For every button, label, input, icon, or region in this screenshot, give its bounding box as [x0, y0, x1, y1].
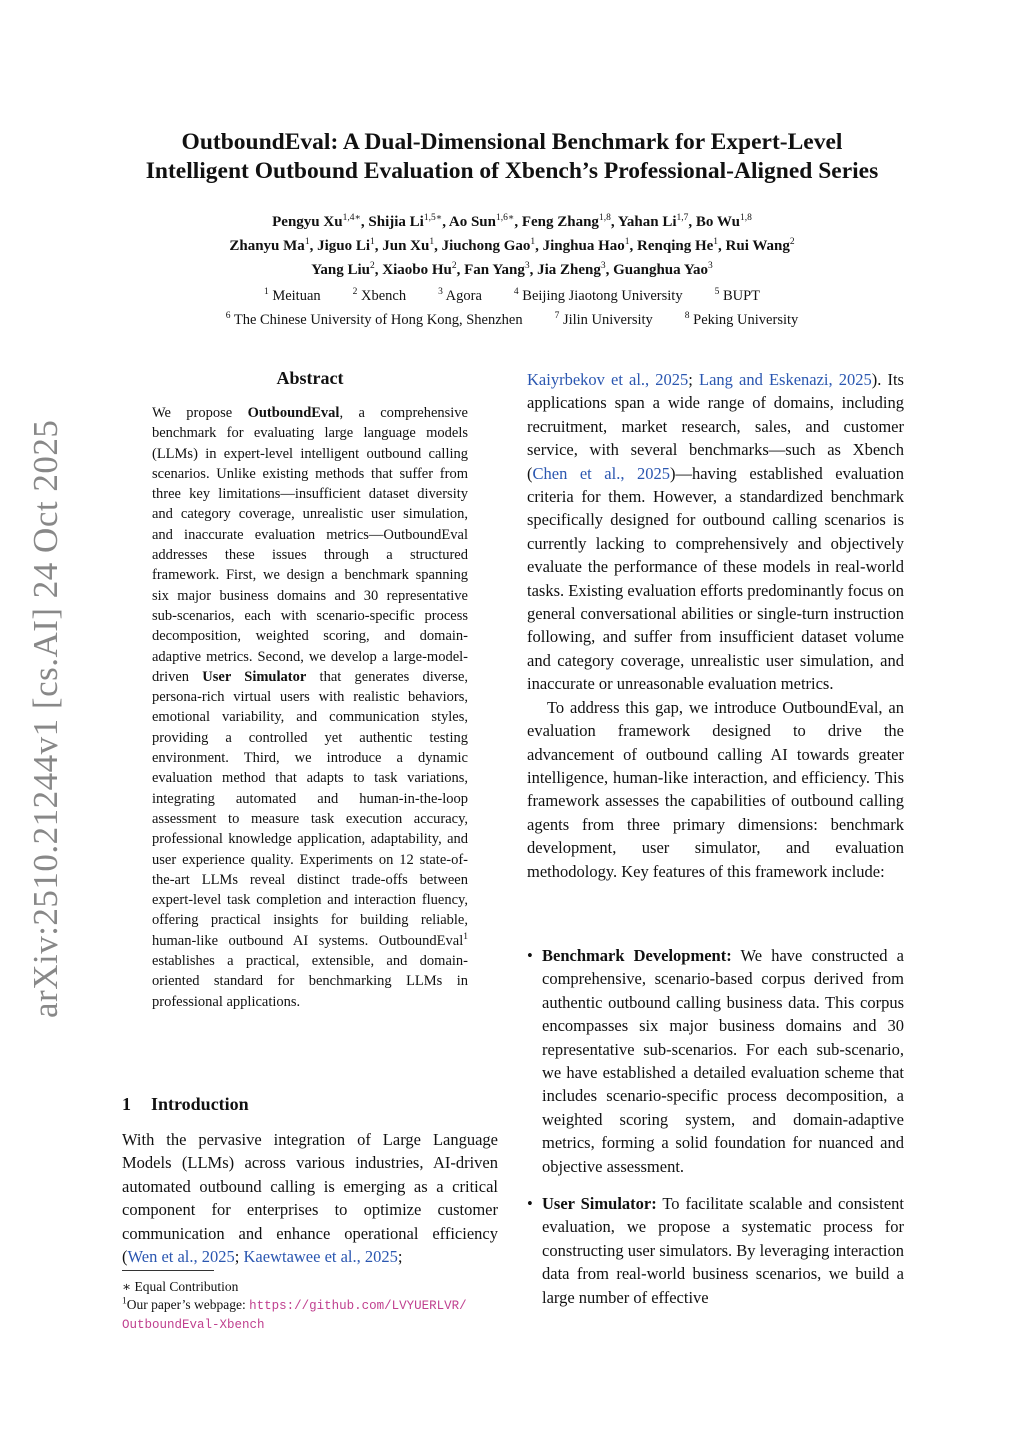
bullet-marker: •	[527, 946, 533, 965]
author-name: Yang Liu	[311, 262, 371, 278]
author-list	[140, 210, 884, 282]
author-name: Zhanyu Ma	[229, 238, 305, 254]
bullet-text: We have constructed a comprehensive, scenario-based corpus derived from authentic outbound calling business data. This corpus encompasses six major business domains and 30 representative sub-scenarios. For each sub-scenario, we have established a detailed evaluation scheme that includes scenario-specific process decomposition, a weighted scoring system, and domain-adaptive metrics, forming a solid foundation for nuanced and objective assessment.	[542, 946, 904, 1176]
author-name: Shijia Li	[368, 214, 424, 230]
affiliation-name: The Chinese University of Hong Kong, Shenzhen	[230, 312, 523, 328]
citation-link[interactable]: Lang and Eskenazi, 2025	[699, 370, 872, 389]
affiliation-name: Beijing Jiaotong University	[518, 288, 683, 304]
author-line-3: Yang Liu$^2$, Xiaobo Hu$^2$, Fan Yang$^3$, Jia Zheng$^3$, Guanghua Yao$^3$	[311, 261, 713, 278]
author-affiliation-marker: 3	[524, 261, 530, 271]
abstract-text: that generates diverse, persona-rich virtual users with realistic behaviors, emotional variability, and communication styles, providing a controlled yet authentic testing environment. Third, we introduce a dynamic evaluation method that adapts to task variations, integrating automated and human-in-the-loop assessment to measure task execution accuracy, professional knowledge application, adaptability, and user experience quality. Experiments on 12 state-of-the-art LLMs reveal distinct trade-offs between expert-level task completion and interaction fluency, offering practical insights for building reliable, human-like outbound AI systems. OutboundEval	[152, 668, 469, 949]
affiliation-item	[226, 312, 523, 328]
title-line-1: OutboundEval: A Dual-Dimensional Benchmark for Expert-Level	[181, 129, 843, 155]
abstract-text: We propose	[152, 405, 248, 421]
webpage-url-link[interactable]: https://github.com/LVYUERLVR/	[249, 1299, 467, 1313]
abstract-text: , a comprehensive benchmark for evaluating large language models (LLMs) in expert-level intelligent outbound calling scenarios. Unlike existing methods that suffer from three key limitations—insufficient dataset diversity and category coverage, unrealistic user simulation, and inaccurate evaluation metrics—OutboundEval addresses these issues through a structured framework. First, we design a benchmark spanning six major business domains and 30 representative sub-scenarios, each with scenario-specific process decomposition, weighted scoring, and domain-adaptive metrics. Second, we develop a large-model-driven	[152, 405, 468, 685]
paragraph-text: )—having established evaluation criteria for them. However, a standardized benchmark specifically designed for outbound calling scenarios is currently lacking to comprehensively and objectively evaluate the performance of these models in real-world tasks. Existing evaluation efforts predominantly focus on general conversational abilities or single-turn instruction following, and suffer from insufficient dataset volume and category coverage, unrealistic user simulation, and inaccurate or unreasonable evaluation metrics.	[527, 463, 904, 694]
footnote-divider	[122, 1270, 214, 1271]
affiliation-number: 2	[352, 287, 358, 298]
author-name: Guanghua Yao	[613, 262, 709, 278]
introduction-paragraph	[122, 1128, 498, 1268]
author-affiliation-marker: 2	[451, 261, 457, 271]
author-name: Bo Wu	[695, 214, 740, 230]
paragraph-text: ). Its applications span a wide range of domains, including recruitment, market research, sales, and customer service, with several benchmarks—such as Xbench (	[527, 370, 904, 483]
footnote-number: 1	[122, 1296, 127, 1307]
section-heading-introduction	[122, 1094, 249, 1115]
footnote-marker: 1	[463, 931, 468, 942]
intro-text: ;	[397, 1247, 403, 1267]
section-title: Introduction	[151, 1094, 249, 1114]
bullet-title: Benchmark Development:	[542, 946, 732, 965]
affiliation-item	[438, 288, 482, 304]
author-affiliation-marker: 1,8	[739, 213, 752, 223]
affiliation-number: 6	[225, 311, 231, 322]
author-affiliation-marker: 1,7	[676, 213, 689, 223]
author-affiliation-marker: 1,6∗	[495, 213, 515, 223]
author-name: Renqing He	[637, 238, 714, 254]
author-affiliation-marker: 1,8	[598, 213, 611, 223]
citation-separator: ;	[234, 1247, 244, 1267]
author-affiliation-marker: 1	[624, 237, 630, 247]
abstract-bold-outboundeval: OutboundEval	[247, 405, 340, 421]
citation-separator: ;	[688, 370, 699, 389]
affiliation-name: Xbench	[357, 288, 407, 304]
author-affiliation-marker: 1,5∗	[423, 213, 443, 223]
affiliation-item	[264, 288, 321, 304]
affiliation-name: Peking University	[689, 312, 799, 328]
author-affiliation-marker: 3	[708, 261, 713, 271]
citation-link[interactable]: Wen et al., 2025	[127, 1247, 235, 1267]
affiliation-number: 3	[438, 287, 443, 298]
citation-link[interactable]: Chen et al., 2025	[532, 463, 670, 483]
author-name: Fan Yang	[464, 262, 525, 278]
author-name: Jinghua Hao	[542, 238, 625, 254]
affiliation-name: Agora	[442, 288, 482, 304]
footnote-webpage	[122, 1296, 498, 1334]
author-name: Jiguo Li	[317, 238, 370, 254]
affiliation-item	[514, 288, 683, 304]
bullet-text: To facilitate scalable and consistent evaluation, we propose a systematic process for constructing user simulators. By leveraging interaction data from real-world business scenarios, we build a large number of effective	[542, 1194, 904, 1307]
author-affiliation-marker: 2	[789, 237, 795, 247]
bullet-user-simulator	[527, 1192, 904, 1309]
author-affiliation-marker: 1,4∗	[342, 213, 361, 223]
footnote-equal-contribution: ∗ Equal Contribution	[122, 1279, 239, 1294]
abstract-bold-user-simulator: User Simulator	[202, 668, 307, 685]
author-affiliation-marker: 1	[530, 237, 536, 247]
affiliation-number: 4	[513, 287, 519, 298]
author-affiliation-marker: 1	[713, 237, 719, 247]
right-paragraph-2: To address this gap, we introduce OutboundEval, an evaluation framework designed to drive the advancement of outbound calling AI towards greater intelligence, human-like interaction, and efficiency. This framework assesses the capabilities of outbound calling agents from three primary dimensions: benchmark development, user simulator, and evaluation methodology. Key features of this framework include:	[527, 697, 904, 881]
affiliation-number: 5	[714, 287, 720, 298]
intro-text: With the pervasive integration of Large Language Models (LLMs) across various industries, AI-driven automated outbound calling is emerging as a critical component for enterprises to optimize customer communication and enhance operational efficiency (	[122, 1130, 498, 1267]
bullet-benchmark-development	[527, 944, 904, 1178]
affiliation-item	[353, 288, 406, 304]
author-name: Rui Wang	[725, 238, 790, 254]
author-name: Feng Zhang	[521, 214, 599, 230]
author-name: Jia Zheng	[537, 262, 601, 278]
footnote-label: Our paper’s webpage:	[126, 1297, 250, 1312]
abstract-heading: Abstract	[276, 368, 344, 388]
citation-link[interactable]: Kaewtawee et al., 2025	[243, 1247, 398, 1267]
author-affiliation-marker: 3	[600, 261, 606, 271]
affiliation-item	[555, 312, 653, 328]
affiliation-name: BUPT	[719, 288, 761, 304]
author-line-1: Pengyu $Xu^{1,4∗}$, Shijia $Li^{1,5∗}$, Ao Sun$^{1,6∗}$, Feng Zhang$^{1,8}$, Yahan Li$^{1,7}$, Bo Wu$^{1,8}$	[272, 213, 752, 230]
author-name: Pengyu Xu	[272, 214, 343, 230]
bullet-marker: •	[527, 1194, 533, 1214]
affiliation-number: 7	[554, 311, 560, 322]
feature-bullet-list	[527, 944, 904, 1323]
section-number: 1	[122, 1094, 131, 1114]
author-affiliation-marker: 1	[370, 237, 375, 247]
arxiv-identifier: arXiv:2510.21244v1 [cs.AI] 24 Oct 2025	[26, 419, 65, 1018]
title-line-2: Intelligent Outbound Evaluation of Xbench’s Professional-Aligned Series	[145, 158, 879, 184]
affiliation-line-1	[140, 284, 884, 308]
affiliations	[140, 284, 884, 332]
affiliation-item	[685, 312, 799, 328]
author-affiliation-marker: 1	[304, 237, 310, 247]
right-paragraph-1	[527, 368, 904, 696]
bullet-title: User Simulator:	[542, 1194, 657, 1214]
webpage-url-link-continued[interactable]: OutboundEval-Xbench	[122, 1318, 265, 1332]
author-name: Yahan Li	[617, 214, 677, 230]
affiliation-item	[715, 288, 760, 304]
author-name: Jiuchong Gao	[441, 238, 531, 254]
citation-link[interactable]: Kaiyrbekov et al., 2025	[527, 370, 689, 389]
affiliation-number: 8	[684, 311, 690, 322]
author-affiliation-marker: 2	[370, 261, 375, 271]
affiliation-line-2	[140, 308, 884, 332]
abstract-text: establishes a practical, extensible, and domain-oriented standard for benchmarking LLMs in professional applications.	[152, 953, 468, 1010]
affiliation-name: Meituan	[268, 288, 321, 304]
abstract-body	[152, 403, 468, 1012]
footnotes	[122, 1278, 498, 1334]
right-column-text	[527, 368, 904, 883]
author-name: Ao Sun	[448, 214, 496, 230]
affiliation-number: 1	[263, 287, 269, 298]
author-name: Xiaobo Hu	[382, 262, 452, 278]
author-line-2: Zhanyu Ma$^1$, Jiguo Li$^1$, Jun Xu$^1$, Jiuchong Gao$^1$, Jinghua Hao$^1$, Renqing He$^1$, Rui Wang$^2$	[229, 237, 795, 254]
author-name: Jun Xu	[382, 238, 430, 254]
paper-title	[100, 128, 924, 186]
author-affiliation-marker: 1	[429, 237, 435, 247]
affiliation-name: Jilin University	[559, 312, 653, 328]
